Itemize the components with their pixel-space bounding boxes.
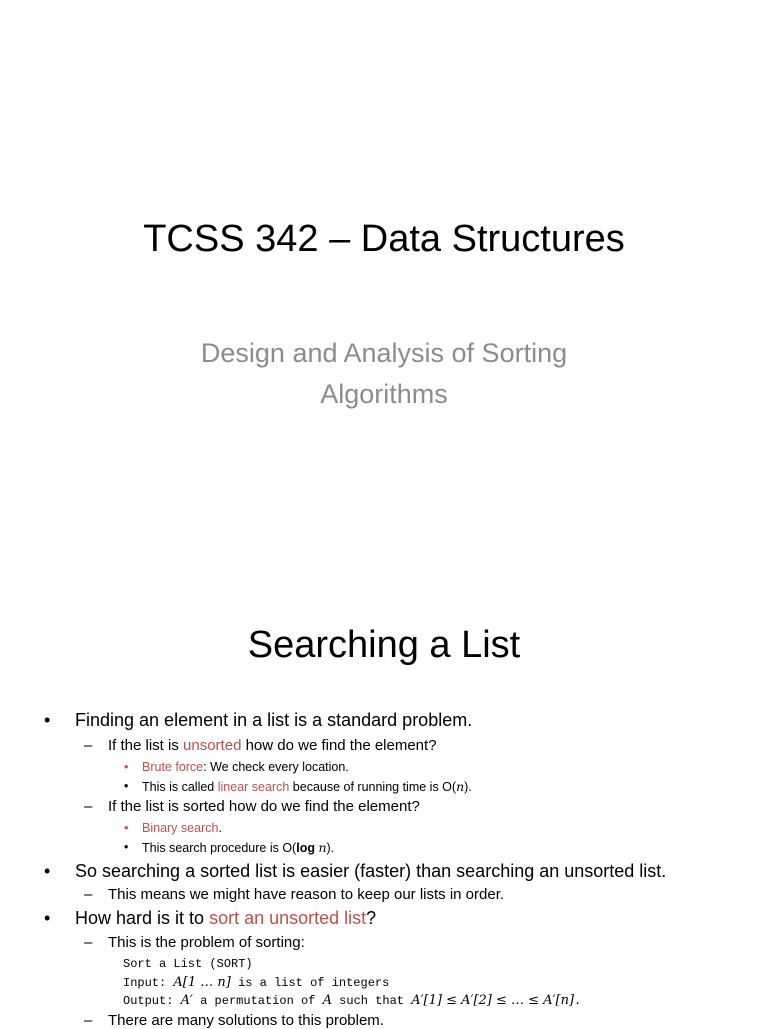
bullet-dot: • — [124, 840, 129, 854]
dash-marker: – — [84, 1012, 93, 1029]
sub-sub-bullet-1b-i — [142, 821, 222, 835]
code-line-3 — [123, 993, 581, 1008]
text: . — [574, 994, 582, 1008]
sub-bullet-2a: This means we might have reason to keep our lists in order. — [108, 886, 505, 903]
code-line-1: Sort a List (SORT) — [123, 957, 253, 971]
text: ). — [326, 841, 335, 855]
text: a permutation of — [192, 994, 323, 1008]
highlight-binary-search: Binary search — [142, 821, 219, 835]
dash-marker: – — [84, 886, 93, 903]
dash-marker: – — [84, 934, 93, 951]
text: If the list is — [108, 737, 184, 754]
code-line-2 — [123, 975, 389, 990]
text: This search procedure is O( — [142, 841, 297, 855]
bullet-1: Finding an element in a list is a standard problem. — [75, 710, 473, 730]
text: such that — [331, 994, 412, 1008]
sub-bullet-1a — [108, 737, 437, 754]
sub-sub-bullet-1a-i — [142, 760, 349, 774]
sub-bullet-3b: There are many solutions to this problem. — [108, 1012, 384, 1029]
text: Output: — [123, 994, 181, 1008]
slide2-title: Searching a List — [247, 624, 521, 666]
sub-sub-bullet-1a-ii — [142, 779, 472, 794]
bullet-dot: • — [124, 760, 129, 774]
slide-subtitle — [0, 333, 768, 415]
highlight-sort-unsorted: sort an unsorted list — [209, 908, 367, 928]
math-n: n — [318, 840, 327, 855]
dash-marker: – — [84, 737, 93, 754]
text: is a list of integers — [230, 976, 390, 990]
highlight-unsorted: unsorted — [183, 737, 242, 754]
text: This is called — [142, 780, 218, 794]
math-expr: A′[1] ≤ A′[2] ≤ … ≤ A′[n] — [411, 993, 575, 1008]
bullet-dot: • — [124, 779, 129, 793]
subtitle-line-2: Algorithms — [320, 379, 448, 409]
sub-bullet-1b: If the list is sorted how do we find the element? — [108, 798, 420, 815]
math-log: log — [296, 841, 319, 855]
slide-title: TCSS 342 – Data Structures — [143, 218, 625, 260]
text: How hard is it to — [75, 908, 210, 928]
text: ? — [366, 908, 377, 928]
math-n: n — [456, 779, 465, 794]
sub-sub-bullet-1b-ii — [142, 840, 334, 855]
text: : We check every location. — [203, 760, 349, 774]
dash-marker: – — [84, 798, 93, 815]
bullet-dot: • — [124, 821, 129, 835]
bullet-dot: • — [44, 861, 51, 881]
bullet-3 — [75, 908, 376, 929]
highlight-linear-search: linear search — [217, 780, 290, 794]
math-expr: A — [322, 993, 332, 1008]
bullet-2: So searching a sorted list is easier (faster) than searching an unsorted list. — [75, 861, 667, 881]
text: because of running time is O( — [289, 780, 457, 794]
math-expr: A[1 … n] — [173, 975, 231, 990]
text: . — [218, 821, 222, 835]
highlight-brute-force: Brute force — [142, 760, 204, 774]
text: Input: — [123, 976, 174, 990]
text: ). — [464, 780, 472, 794]
math-expr: A′ — [180, 993, 193, 1008]
text: how do we find the element? — [241, 737, 437, 754]
subtitle-line-1: Design and Analysis of Sorting — [200, 338, 568, 368]
bullet-dot: • — [44, 908, 51, 928]
bullet-dot: • — [44, 710, 51, 730]
sub-bullet-3a: This is the problem of sorting: — [108, 934, 305, 951]
